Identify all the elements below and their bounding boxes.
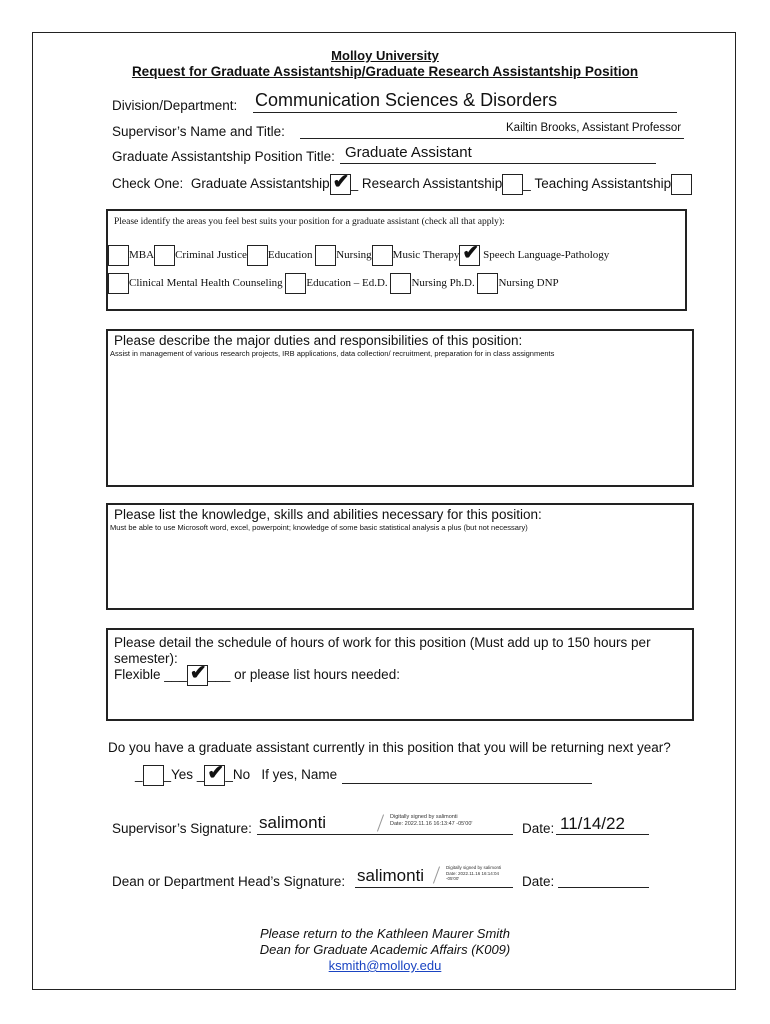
position-field[interactable]: Graduate Assistant <box>345 144 472 161</box>
check-mark-icon: ✔ <box>207 762 225 784</box>
footer-line2: Dean for Graduate Academic Affairs (K009) <box>259 942 511 957</box>
criminal-justice-label: Criminal Justice <box>175 249 247 262</box>
clinical-mental-health-checkbox[interactable] <box>108 273 129 294</box>
nursing-phd-checkbox[interactable] <box>390 273 411 294</box>
supervisor-date-label: Date: <box>522 821 555 836</box>
education-label: Education <box>267 249 313 262</box>
education-checkbox[interactable] <box>247 245 268 266</box>
division-line <box>253 112 677 113</box>
schedule-box <box>106 628 694 721</box>
no-label: No <box>232 767 251 783</box>
footer-email-row <box>0 958 770 973</box>
supervisor-label: Supervisor’s Name and Title: <box>112 124 285 139</box>
schedule-prompt-line1: Please detail the schedule of hours of work for this position (Must add up to 150 hours per <box>114 635 651 650</box>
footer-line1: Please return to the Kathleen Maurer Smith <box>259 926 511 941</box>
dean-signature[interactable]: salimonti <box>357 866 425 885</box>
option-teaching-label: Teaching Assistantship <box>534 176 672 192</box>
education-edd-checkbox[interactable] <box>285 273 306 294</box>
supervisor-field[interactable]: Kailtin Brooks, Assistant Professor <box>506 122 682 134</box>
criminal-justice-checkbox[interactable] <box>154 245 175 266</box>
skills-answer[interactable]: Must be able to use Microsoft word, excel, powerpoint; knowledge of some basic statistical analysis a plus (but not necessary) <box>110 523 528 532</box>
schedule-prompt-line2: semester): <box>114 651 178 666</box>
dean-date-line[interactable] <box>558 887 649 888</box>
supervisor-signature[interactable]: salimonti <box>259 813 327 832</box>
teaching-assistantship-checkbox[interactable] <box>671 174 692 195</box>
graduate-assistantship-checkbox[interactable] <box>330 171 351 195</box>
dean-signature-line <box>355 887 513 888</box>
check-one-label: Check One: <box>112 176 184 192</box>
returning-question: Do you have a graduate assistant currently in this position that you will be returning next year? <box>108 740 671 755</box>
music-therapy-label: Music Therapy <box>392 249 460 262</box>
nursing-label: Nursing <box>336 249 372 262</box>
check-mark-icon: ✔ <box>332 171 350 193</box>
division-field[interactable]: Communication Sciences & Disorders <box>255 90 558 110</box>
education-edd-label: Education – Ed.D. <box>306 277 388 290</box>
position-label: Graduate Assistantship Position Title: <box>112 149 335 164</box>
supervisor-line <box>300 138 684 139</box>
supervisor-signature-label: Supervisor’s Signature: <box>112 821 252 836</box>
areas-prompt: Please identify the areas you feel best suits your position for a graduate assistant (check all that apply): <box>114 217 505 227</box>
skills-prompt: Please list the knowledge, skills and abilities necessary for this position: <box>114 507 542 522</box>
check-mark-icon: ✔ <box>189 662 207 684</box>
nursing-dnp-label: Nursing DNP <box>498 277 559 290</box>
areas-box <box>106 209 687 311</box>
duties-box <box>106 329 694 487</box>
supervisor-note-line2: Date: 2022.11.16 16:13:47 -05'00' <box>390 820 473 827</box>
speech-language-pathology-checkbox[interactable] <box>459 242 480 266</box>
clinical-mental-health-label: Clinical Mental Health Counseling <box>129 277 283 290</box>
dean-note-line1: Digitally signed by salimonti <box>446 865 502 870</box>
dean-note-line3: -05'00' <box>446 876 460 881</box>
research-assistantship-checkbox[interactable] <box>502 174 523 195</box>
dean-date-label: Date: <box>522 874 555 889</box>
org-name: Molloy University <box>331 48 439 63</box>
returning-row: _ _Yes _ ✔ _No If yes, Name <box>135 762 338 784</box>
yes-label: Yes <box>171 767 194 783</box>
footer-email-link[interactable]: ksmith@molloy.edu <box>328 958 442 973</box>
speech-language-pathology-label: Speech Language-Pathology <box>483 249 610 262</box>
nursing-phd-label: Nursing Ph.D. <box>411 277 475 290</box>
supervisor-date-line <box>556 834 649 835</box>
position-line <box>340 163 656 164</box>
option-graduate-label: Graduate Assistantship <box>190 176 330 192</box>
flexible-checkbox[interactable] <box>187 662 208 686</box>
dean-signature-label: Dean or Department Head’s Signature: <box>112 874 346 889</box>
music-therapy-checkbox[interactable] <box>372 245 393 266</box>
flexible-label: Flexible <box>114 667 161 683</box>
name-label: If yes, Name <box>261 767 338 783</box>
nursing-dnp-checkbox[interactable] <box>477 273 498 294</box>
name-line[interactable] <box>342 783 592 784</box>
dean-note-line2: Date: 2022.11.16 16:14:04 <box>446 870 499 876</box>
form-title: Request for Graduate Assistantship/Graduate Research Assistantship Position <box>131 64 639 79</box>
no-checkbox[interactable] <box>204 762 225 786</box>
dean-signature-note <box>446 865 501 882</box>
check-one-row: Check One: Graduate Assistantship ✔ _ Research Assistantship _ Teaching Assistantship <box>112 174 692 195</box>
mba-checkbox[interactable] <box>108 245 129 266</box>
supervisor-signature-line <box>257 834 513 835</box>
division-label: Division/Department: <box>112 98 238 113</box>
areas-row-1 <box>108 242 610 266</box>
option-research-label: Research Assistantship <box>361 176 503 192</box>
skills-box <box>106 503 694 610</box>
duties-answer[interactable]: Assist in management of various research projects, IRB applications, data collection/ recruitment, preparation for in class assignments <box>110 349 555 358</box>
nursing-checkbox[interactable] <box>315 245 336 266</box>
duties-prompt: Please describe the major duties and responsibilities of this position: <box>114 333 523 348</box>
check-mark-icon: ✔ <box>462 242 480 264</box>
supervisor-date[interactable]: 11/14/22 <box>560 814 625 833</box>
supervisor-note-line1: Digitally signed by salimonti <box>390 814 458 820</box>
hours-label: or please list hours needed: <box>234 667 400 683</box>
mba-label: MBA <box>129 249 155 262</box>
flexible-row: Flexible ___ ✔ ___ or please list hours needed: <box>114 662 400 684</box>
yes-checkbox[interactable] <box>143 765 164 786</box>
supervisor-signature-note <box>390 814 472 827</box>
areas-row-2 <box>108 273 559 294</box>
